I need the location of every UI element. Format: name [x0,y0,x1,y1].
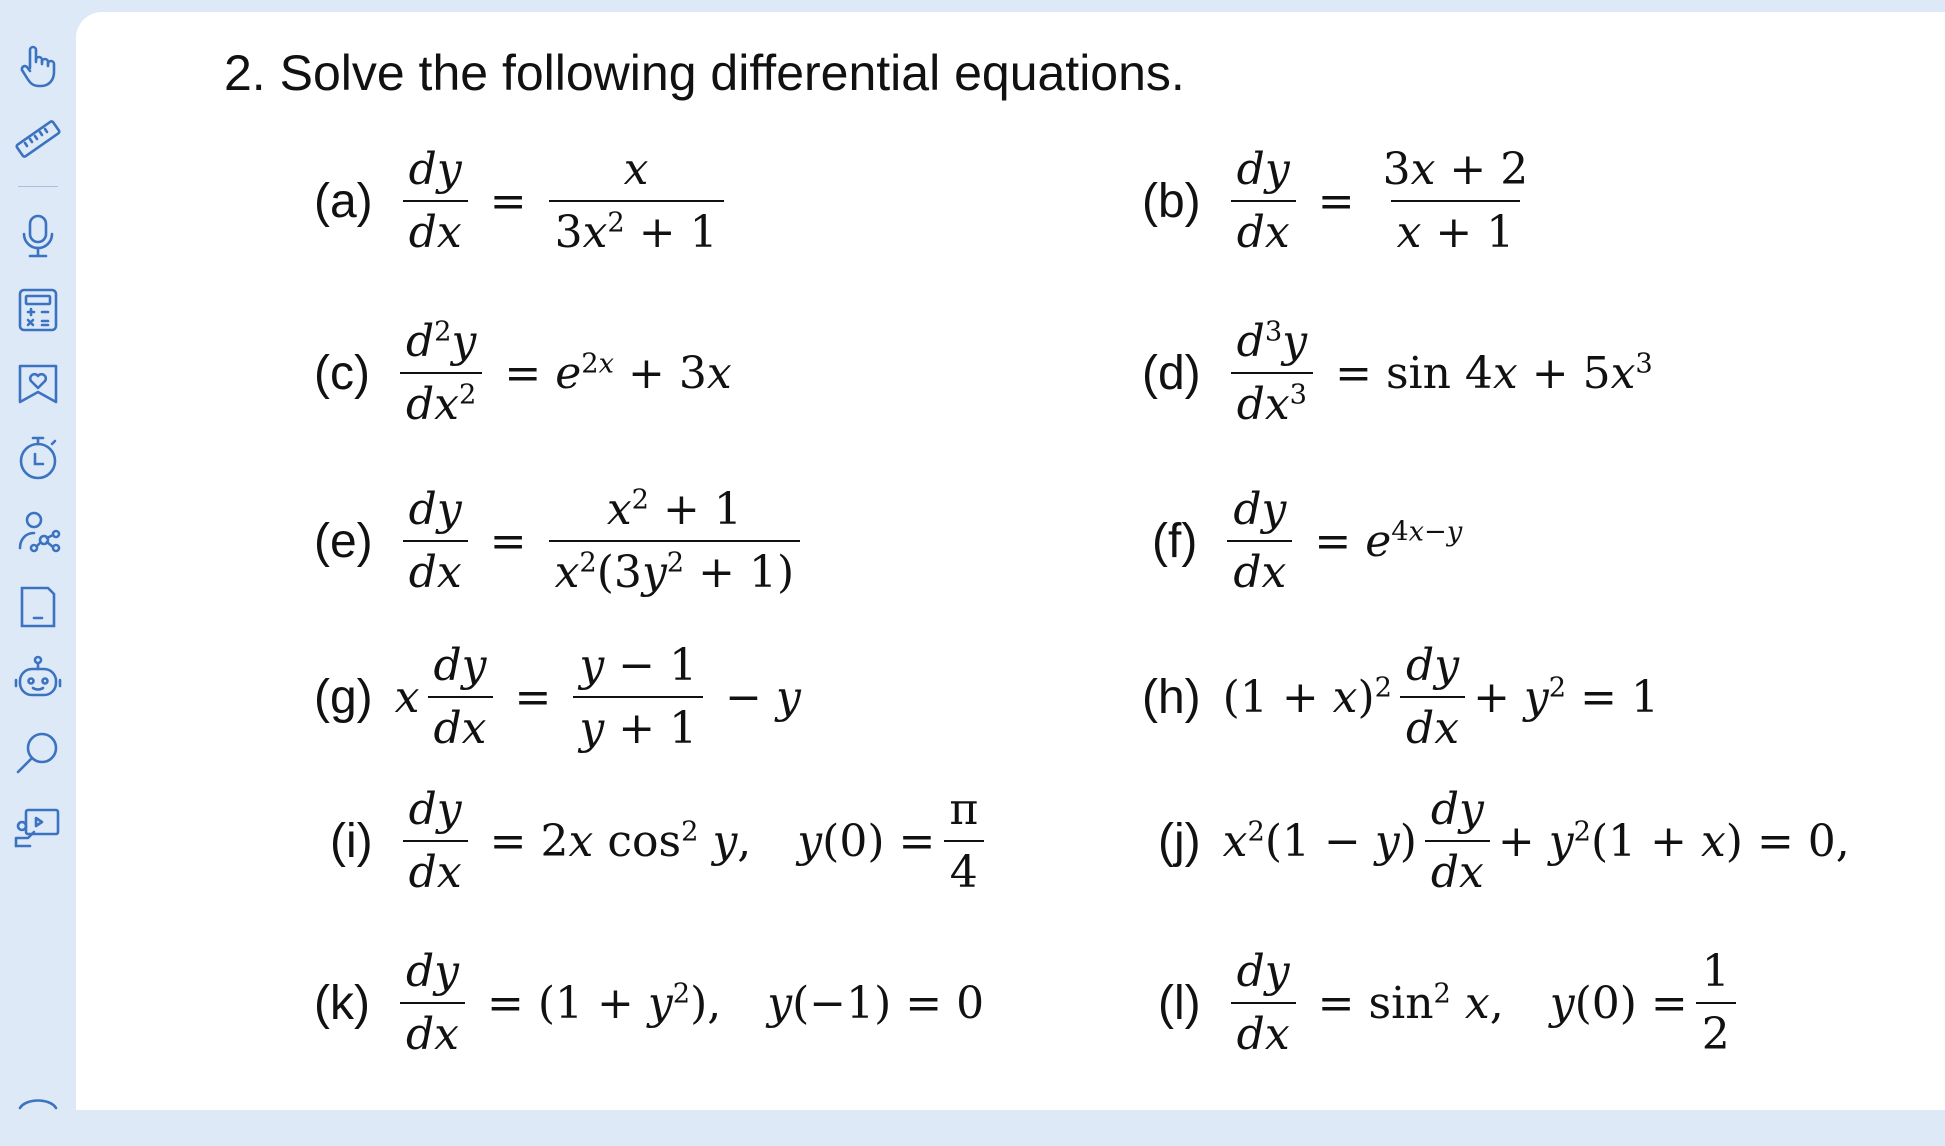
equation: $\frac{d^3y}{dx^3}$ = $\sin 4x + 5x^3$ [1223,316,1653,430]
equation: $(1 + x)^2$ $\frac{dy}{dx}$ + $y^2 = 1$ [1222,640,1659,754]
ruler-icon[interactable] [10,112,66,168]
hand-pointer-icon[interactable] [10,38,66,94]
problem-g [314,640,801,754]
problem-i [330,784,992,898]
tablet-icon[interactable] [10,578,66,634]
microphone-icon[interactable] [10,208,66,264]
equation: $\frac{dy}{dx}$ = $\frac{x}{3x^2 + 1}$ [395,144,732,258]
problem-label: (g) [314,670,373,724]
left-toolbar [0,0,76,1110]
problem-label: (d) [1142,346,1201,400]
problem-e [314,484,808,598]
problem-label: (e) [314,514,373,568]
problem-f [1152,484,1462,598]
problem-label: (i) [330,814,373,868]
problem-b [1142,144,1542,258]
problem-k [314,946,984,1060]
equation: $\frac{dy}{dx}$ = $\frac{x^2 + 1}{x^2(3y^2 + 1)}$ [395,484,808,598]
presentation-icon[interactable] [10,800,66,856]
calculator-icon[interactable] [10,282,66,338]
problem-c [314,316,732,430]
equation: $\frac{dy}{dx}$ = $\frac{3x + 2}{x + 1}$ [1223,144,1543,258]
equation: x $\frac{dy}{dx}$ = $\frac{y - 1}{y + 1}$ − y [394,640,801,754]
problem-label: (a) [314,174,373,228]
magnifier-icon[interactable] [10,726,66,782]
problem-label: (j) [1158,814,1201,868]
problem-label: (h) [1142,670,1201,724]
more-tools-icon[interactable] [10,1090,66,1146]
problem-label: (c) [314,346,370,400]
equation: $\frac{dy}{dx}$ = $\sin^2 x$, y(0) = $\frac{1}{2}$ [1223,946,1744,1060]
problem-a [314,144,732,258]
problem-label: (k) [314,976,370,1030]
question-title: 2. Solve the following differential equations. [224,45,1185,101]
problem-label: (b) [1142,174,1201,228]
problem-h [1142,640,1659,754]
problem-d [1142,316,1653,430]
robot-assistant-icon[interactable] [10,652,66,708]
equation: $\frac{dy}{dx}$ = $e^{4x-y}$ [1219,484,1462,598]
equation: $\frac{dy}{dx}$ = 2x $\cos^2 y$, y(0) = $\frac{\pi}{4}$ [395,784,993,898]
equation: $x^2(1 - y)$ $\frac{dy}{dx}$ + $y^2(1 + x) = 0$, [1222,784,1850,898]
people-network-icon[interactable] [10,504,66,560]
problem-j [1158,784,1850,898]
stopwatch-icon[interactable] [10,430,66,486]
problem-l [1158,946,1744,1060]
problem-label: (f) [1152,514,1198,568]
problem-label: (l) [1158,976,1201,1030]
equation: $\frac{d^2y}{dx^2}$ = $e^{2x} + 3x$ [392,316,732,430]
bookmark-heart-icon[interactable] [10,356,66,412]
equation: $\frac{dy}{dx}$ = $(1 + y^2)$, y(−1) = 0 [392,946,984,1060]
